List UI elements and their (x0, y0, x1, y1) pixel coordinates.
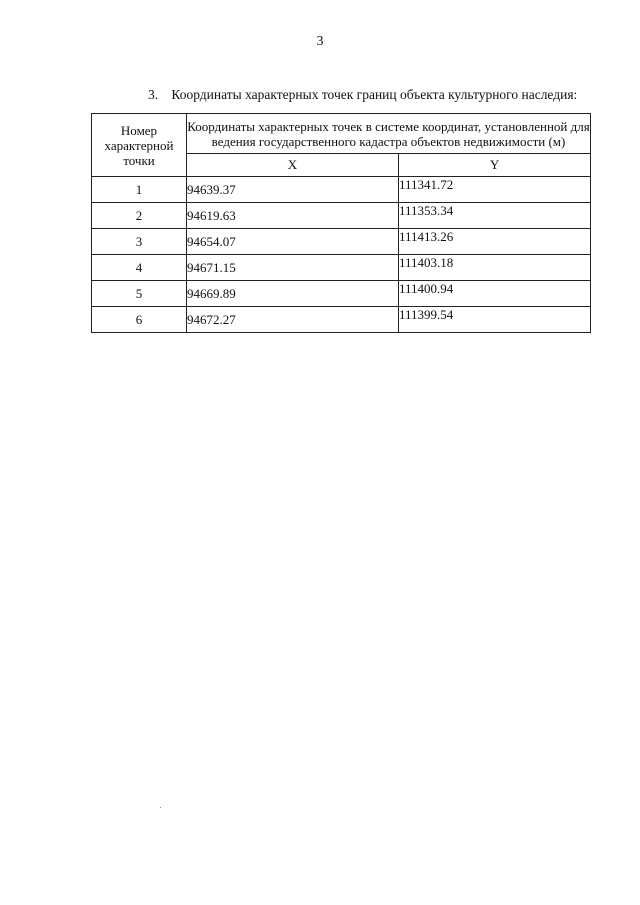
cell-x: 94669.89 (187, 281, 399, 307)
cell-y: 111403.18 (399, 255, 591, 281)
header-x: X (187, 154, 399, 177)
cell-y: 111341.72 (399, 177, 591, 203)
section-heading (148, 87, 577, 103)
header-coordinates: Координаты характерных точек в системе координат, установленной для ведения государственного кадастра объектов недвижимости (м) (187, 114, 591, 154)
cell-point-number: 1 (92, 177, 187, 203)
cell-x: 94671.15 (187, 255, 399, 281)
page-number: 3 (316, 34, 324, 49)
cell-y: 111400.94 (399, 281, 591, 307)
header-point-number: Номер характерной точки (92, 114, 187, 177)
cell-x: 94639.37 (187, 177, 399, 203)
cell-point-number: 3 (92, 229, 187, 255)
cell-y: 111399.54 (399, 307, 591, 333)
cell-x: 94654.07 (187, 229, 399, 255)
table-row (92, 229, 591, 255)
table-row (92, 307, 591, 333)
table-header-row (92, 114, 591, 154)
cell-y: 111353.34 (399, 203, 591, 229)
section-title-text: Координаты характерных точек границ объекта культурного наследия: (171, 87, 578, 102)
cell-x: 94619.63 (187, 203, 399, 229)
cell-point-number: 2 (92, 203, 187, 229)
table-row (92, 203, 591, 229)
section-number: 3. (148, 87, 159, 102)
table-row (92, 255, 591, 281)
cell-y: 111413.26 (399, 229, 591, 255)
table-row (92, 177, 591, 203)
cell-point-number: 4 (92, 255, 187, 281)
cell-point-number: 6 (92, 307, 187, 333)
scan-speck (160, 807, 161, 808)
cell-x: 94672.27 (187, 307, 399, 333)
cell-point-number: 5 (92, 281, 187, 307)
coordinates-table (91, 113, 591, 333)
table-row (92, 281, 591, 307)
header-y: Y (399, 154, 591, 177)
